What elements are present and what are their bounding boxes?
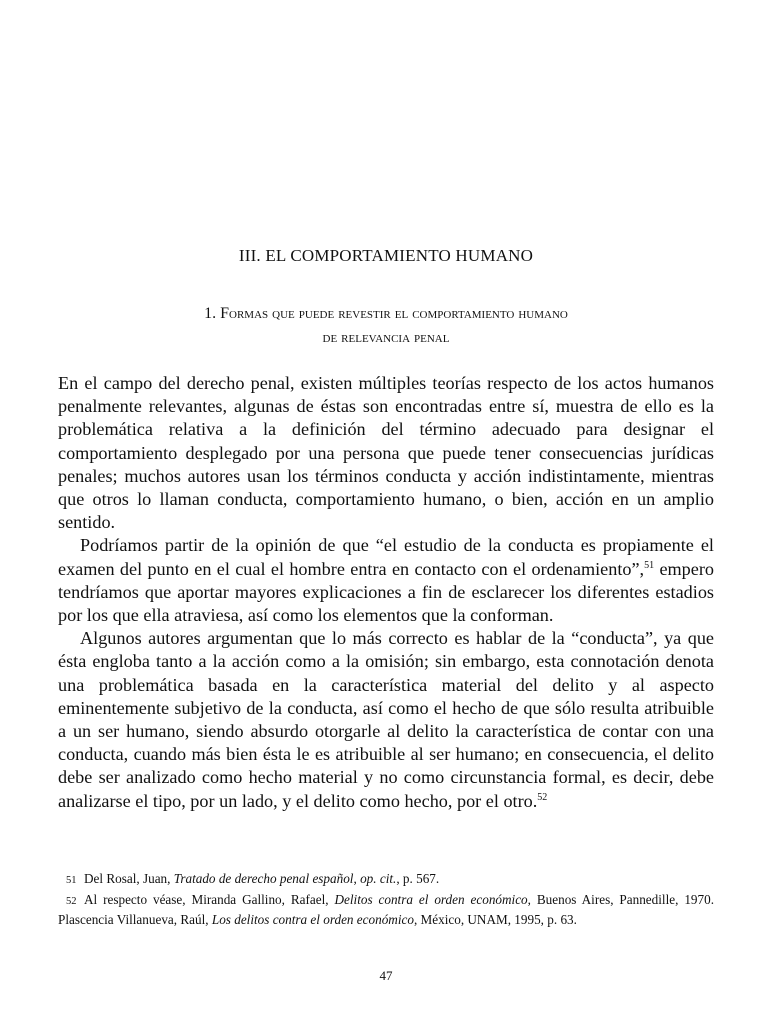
footnote-text [58, 892, 714, 928]
paragraph-2-text-after: empero tendríamos que aportar mayores explicaciones a fin de esclarecer los diferentes estadios por los que ella atraviesa, así como los elementos que la conforman. [58, 558, 714, 626]
footnote-text [84, 871, 439, 886]
paragraph-1-text: En el campo del derecho penal, existen múltiples teorías respecto de los actos humanos penalmente relevantes, algunas de éstas son encontradas entre sí, muestra de ello es la problemática relativa a la definición del término adecuado para designar el comportamiento desplegado por una persona que puede tener consecuencias jurídicas penales; muchos autores usan los términos conducta y acción indistintamente, mientras que otros lo llaman conducta, comportamiento humano, o bien, acción en un amplio sentido. [58, 373, 714, 533]
document-page [58, 0, 714, 1024]
paragraph-3 [58, 627, 714, 813]
footnote-title: Los delitos contra el orden económico [211, 912, 414, 927]
footnote-text-run: , [353, 871, 361, 886]
footnote-title: Delitos contra el orden económico [334, 891, 528, 907]
footnote-title: Tratado de derecho penal español [173, 871, 354, 886]
footnote-52 [58, 891, 714, 930]
footnote-ref-51[interactable]: 51 [644, 559, 655, 571]
section-title [58, 302, 714, 350]
footnote-number: 52 [66, 895, 77, 907]
footnote-text-run: , México, UNAM, 1995, p. 63. [413, 912, 577, 927]
footnote-ref-52[interactable]: 52 [537, 791, 548, 803]
paragraph-1 [58, 372, 714, 534]
body-text [58, 372, 714, 813]
page-number: 47 [379, 968, 393, 983]
paragraph-3-text-before: Algunos autores argumentan que lo más correcto es hablar de la “conducta”, ya que ésta engloba tanto a la acción como a la omisión; sin embargo, esta connotación denota una problemática basada en la característica material del delito y al aspecto eminentemente subjetivo de la conducta, así como el hecho de que sólo resulta atribuible a un ser humano, siendo absurdo otorgarle al delito la característica de contar con una conducta, cuando más bien ésta le es atribuible al ser humano; en consecuencia, el delito debe ser analizado como hecho material y no como circunstancia formal, es decir, debe analizarse el tipo, por un lado, y el delito como hecho, por el otro. [58, 628, 714, 811]
footnote-title: op. cit. [360, 871, 397, 886]
footnote-number: 51 [66, 875, 77, 886]
footnote-text-run: Del Rosal, Juan, [84, 871, 174, 886]
footnote-text-run: , Buenos Aires, Pannedille, 1970. Plascencia Villanueva, Raúl, [58, 891, 714, 927]
footnote-51 [58, 870, 714, 891]
section-title-line-2: de relevancia penal [322, 329, 450, 346]
paragraph-2-text-before: Podríamos partir de la opinión de que “el estudio de la conducta es propiamente el examen del punto en el cual el hombre entra en contacto con el ordenamiento”, [58, 535, 714, 579]
section-title-line-1: 1. Formas que puede revestir el comportamiento humano [204, 305, 568, 322]
footnote-text-run: Al respecto véase, Miranda Gallino, Rafael, [84, 891, 335, 907]
footnote-text-run: , p. 567. [396, 871, 440, 886]
paragraph-2 [58, 534, 714, 627]
chapter-title: III. EL COMPORTAMIENTO HUMANO [238, 246, 534, 265]
footnotes [58, 870, 714, 930]
